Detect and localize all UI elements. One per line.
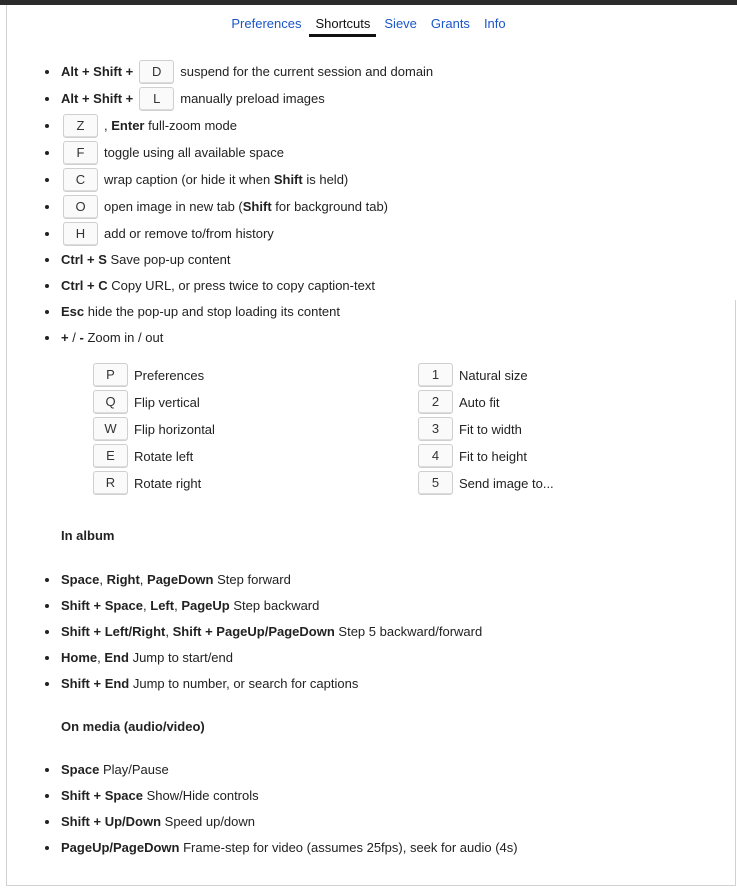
- shortcut-description: add or remove to/from history: [104, 226, 274, 241]
- key-combo: Shift + Left/Right: [61, 624, 166, 639]
- list-bullet: [45, 151, 49, 155]
- key-o[interactable]: O: [63, 195, 98, 219]
- grid-row-rotate-left: [93, 444, 193, 468]
- separator: ,: [99, 572, 103, 587]
- shortcut-zoom: [61, 326, 163, 350]
- shortcut-copy: [61, 274, 375, 298]
- modifier-keys: Alt + Shift +: [61, 91, 134, 106]
- grid-row-preferences: [93, 363, 204, 387]
- list-bullet: [45, 820, 49, 824]
- key-combo: Left: [150, 598, 175, 613]
- grid-label: Flip vertical: [134, 394, 200, 410]
- key-l[interactable]: L: [139, 87, 174, 111]
- shortcut-preload: [61, 87, 325, 111]
- shortcut-description: Step backward: [233, 598, 320, 613]
- key-h[interactable]: H: [63, 222, 98, 246]
- shortcut-description: Show/Hide controls: [146, 788, 259, 803]
- shortcut-description: Zoom in / out: [87, 330, 164, 345]
- shortcut-suspend: [61, 60, 433, 84]
- separator: ,: [104, 118, 108, 133]
- key-q[interactable]: Q: [93, 390, 128, 414]
- key-combo: PageUp/PageDown: [61, 840, 180, 855]
- key-combo: Right: [106, 572, 140, 587]
- key-minus: -: [79, 330, 84, 345]
- shortcut-description-end: for background tab): [275, 199, 389, 214]
- key-w[interactable]: W: [93, 417, 128, 441]
- section-title-album: In album: [61, 528, 115, 543]
- shortcut-caption: [61, 168, 348, 192]
- list-bullet: [45, 846, 49, 850]
- list-bullet: [45, 682, 49, 686]
- grid-row-auto-fit: [418, 390, 499, 414]
- key-f[interactable]: F: [63, 141, 98, 165]
- key-d[interactable]: D: [139, 60, 174, 84]
- list-bullet: [45, 70, 49, 74]
- grid-label: Rotate left: [134, 448, 194, 464]
- grid-label: Natural size: [459, 367, 528, 383]
- list-bullet: [45, 630, 49, 634]
- key-combo: Home: [61, 650, 98, 665]
- tab-grants[interactable]: Grants: [430, 16, 470, 31]
- shortcut-jump: [61, 672, 358, 696]
- key-combo: Shift + Space: [61, 788, 143, 803]
- separator: /: [72, 330, 76, 345]
- key-combo: Shift + PageUp/PageDown: [172, 624, 335, 639]
- key-r[interactable]: R: [93, 471, 128, 495]
- shortcut-save: [61, 248, 230, 272]
- key-3[interactable]: 3: [418, 417, 453, 441]
- shortcut-start-end: [61, 646, 233, 670]
- list-bullet: [45, 124, 49, 128]
- shortcut-description: full-zoom mode: [148, 118, 237, 133]
- key-combo: Shift + End: [61, 676, 130, 691]
- grid-row-fit-width: [418, 417, 522, 441]
- key-p[interactable]: P: [93, 363, 128, 387]
- grid-row-rotate-right: [93, 471, 201, 495]
- list-bullet: [45, 578, 49, 582]
- grid-label: Send image to...: [459, 475, 554, 491]
- key-enter: Enter: [111, 118, 145, 133]
- grid-label: Fit to width: [459, 421, 522, 437]
- list-bullet: [45, 656, 49, 660]
- shortcut-step-backward: [61, 594, 319, 618]
- shortcut-description: Play/Pause: [102, 762, 169, 777]
- grid-label: Fit to height: [459, 448, 527, 464]
- modifier-keys: Alt + Shift +: [61, 64, 134, 79]
- separator: ,: [139, 572, 144, 587]
- key-combo: PageDown: [147, 572, 214, 587]
- key-combo: Space: [61, 762, 100, 777]
- shortcut-description: Frame-step for video (assumes 25fps), seek for audio (4s): [183, 840, 518, 855]
- separator: ,: [165, 624, 169, 639]
- shortcut-description: Jump to start/end: [132, 650, 234, 665]
- list-bullet: [45, 232, 49, 236]
- shortcut-description: Step forward: [217, 572, 291, 587]
- key-c[interactable]: C: [63, 168, 98, 192]
- key-plus: +: [61, 330, 69, 345]
- shortcut-description: Step 5 backward/forward: [338, 624, 483, 639]
- grid-label: Rotate right: [134, 475, 202, 491]
- grid-row-flip-vertical: [93, 390, 200, 414]
- shortcut-description: Save pop-up content: [110, 252, 231, 267]
- frame-border-right: [735, 300, 736, 885]
- key-combo: Shift + Up/Down: [61, 814, 162, 829]
- shortcut-description: wrap caption (or hide it when: [104, 172, 271, 187]
- window-top-bar: [0, 0, 737, 5]
- key-combo: Ctrl + C: [61, 278, 108, 293]
- key-combo: Space: [61, 572, 100, 587]
- shortcut-description: manually preload images: [180, 91, 325, 106]
- tab-preferences[interactable]: Preferences: [231, 16, 302, 31]
- grid-label: Flip horizontal: [134, 421, 215, 437]
- shortcut-esc: [61, 300, 340, 324]
- separator: ,: [97, 650, 101, 665]
- shortcut-step-forward: [61, 568, 291, 592]
- shortcut-description: Jump to number, or search for captions: [132, 676, 359, 691]
- shortcut-play: [61, 758, 169, 782]
- key-combo: End: [104, 650, 129, 665]
- tab-bar: [0, 15, 737, 37]
- shortcut-description-end: is held): [306, 172, 349, 187]
- key-1[interactable]: 1: [418, 363, 453, 387]
- list-bullet: [45, 604, 49, 608]
- shortcut-fullzoom: [61, 114, 237, 138]
- tab-sieve[interactable]: Sieve: [384, 16, 417, 31]
- key-combo: Ctrl + S: [61, 252, 107, 267]
- list-bullet: [45, 768, 49, 772]
- list-bullet: [45, 205, 49, 209]
- key-combo: Esc: [61, 304, 85, 319]
- section-title-media: On media (audio/video): [61, 719, 205, 734]
- shortcut-description: suspend for the current session and domain: [180, 64, 434, 79]
- frame-border-left: [6, 5, 7, 885]
- separator: ,: [143, 598, 147, 613]
- key-shift: Shift: [242, 199, 272, 214]
- shortcut-description: Speed up/down: [164, 814, 256, 829]
- list-bullet: [45, 97, 49, 101]
- grid-row-send-image: [418, 471, 554, 495]
- grid-label: Preferences: [134, 367, 205, 383]
- list-bullet: [45, 178, 49, 182]
- shortcut-frame-step: [61, 836, 518, 860]
- tab-shortcuts[interactable]: Shortcuts: [309, 15, 376, 37]
- list-bullet: [45, 336, 49, 340]
- separator: ,: [174, 598, 178, 613]
- tab-info[interactable]: Info: [483, 16, 506, 31]
- shortcut-description: Copy URL, or press twice to copy caption-text: [111, 278, 375, 293]
- key-shift: Shift: [273, 172, 303, 187]
- grid-row-fit-height: [418, 444, 527, 468]
- list-bullet: [45, 794, 49, 798]
- shortcut-description: hide the pop-up and stop loading its content: [87, 304, 341, 319]
- list-bullet: [45, 258, 49, 262]
- shortcut-step-5: [61, 620, 482, 644]
- list-bullet: [45, 310, 49, 314]
- key-combo: Shift + Space: [61, 598, 143, 613]
- list-bullet: [45, 284, 49, 288]
- grid-row-flip-horizontal: [93, 417, 215, 441]
- shortcut-newtab: [61, 195, 388, 219]
- key-z[interactable]: Z: [63, 114, 98, 138]
- key-2[interactable]: 2: [418, 390, 453, 414]
- shortcut-description: open image in new tab (: [104, 199, 243, 214]
- shortcut-description: toggle using all available space: [104, 145, 284, 160]
- key-e[interactable]: E: [93, 444, 128, 468]
- key-combo: PageUp: [181, 598, 230, 613]
- grid-row-natural-size: [418, 363, 528, 387]
- key-4[interactable]: 4: [418, 444, 453, 468]
- shortcut-history: [61, 222, 274, 246]
- shortcut-controls: [61, 784, 259, 808]
- frame-border-bottom: [6, 885, 736, 886]
- grid-label: Auto fit: [459, 394, 500, 410]
- shortcut-space: [61, 141, 284, 165]
- shortcut-speed: [61, 810, 255, 834]
- key-5[interactable]: 5: [418, 471, 453, 495]
